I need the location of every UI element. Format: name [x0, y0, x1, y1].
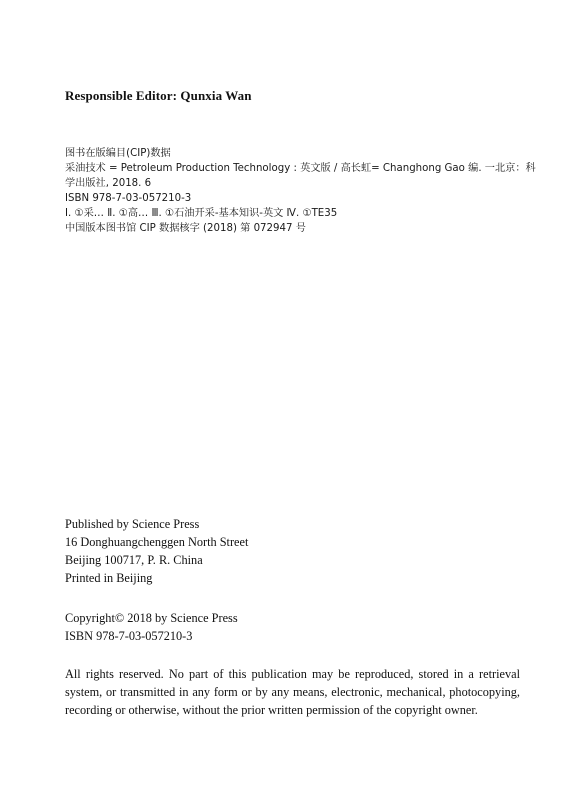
- cip-heading: 图书在版编目(CIP)数据: [65, 148, 171, 159]
- cip-isbn: ISBN 978-7-03-057210-3: [65, 193, 192, 204]
- copyright-line: Copyright© 2018 by Science Press: [65, 611, 238, 625]
- cip-title-line-1: 采油技术 = Petroleum Production Technology : 英文版 / 高长虹= Changhong Gao 编. 一北京：科: [65, 163, 536, 174]
- cip-title-line-2: 学出版社, 2018. 6: [65, 178, 152, 189]
- cip-data-block: [65, 146, 535, 236]
- publisher-city: Beijing 100717, P. R. China: [65, 553, 203, 567]
- publisher-block: [65, 515, 248, 587]
- cip-number: 中国版本图书馆 CIP 数据核字 (2018) 第 072947 号: [65, 223, 306, 234]
- copyright-isbn: ISBN 978-7-03-057210-3: [65, 629, 193, 643]
- printed-in: Printed in Beijing: [65, 571, 153, 585]
- cip-classification: Ⅰ. ①采… Ⅱ. ①高… Ⅲ. ①石油开采-基本知识-英文 Ⅳ. ①TE35: [65, 208, 338, 219]
- copyright-block: [65, 609, 238, 645]
- publisher-address: 16 Donghuangchenggen North Street: [65, 535, 249, 549]
- published-by: Published by Science Press: [65, 517, 200, 531]
- responsible-editor: Responsible Editor: Qunxia Wan: [65, 88, 252, 103]
- rights-notice: All rights reserved. No part of this publication may be reproduced, stored in a retrieval system, or transmitted in any form or by any means, electronic, mechanical, photocopying, recording or otherwise, without the prior written permission of the copyright owner.: [65, 667, 520, 717]
